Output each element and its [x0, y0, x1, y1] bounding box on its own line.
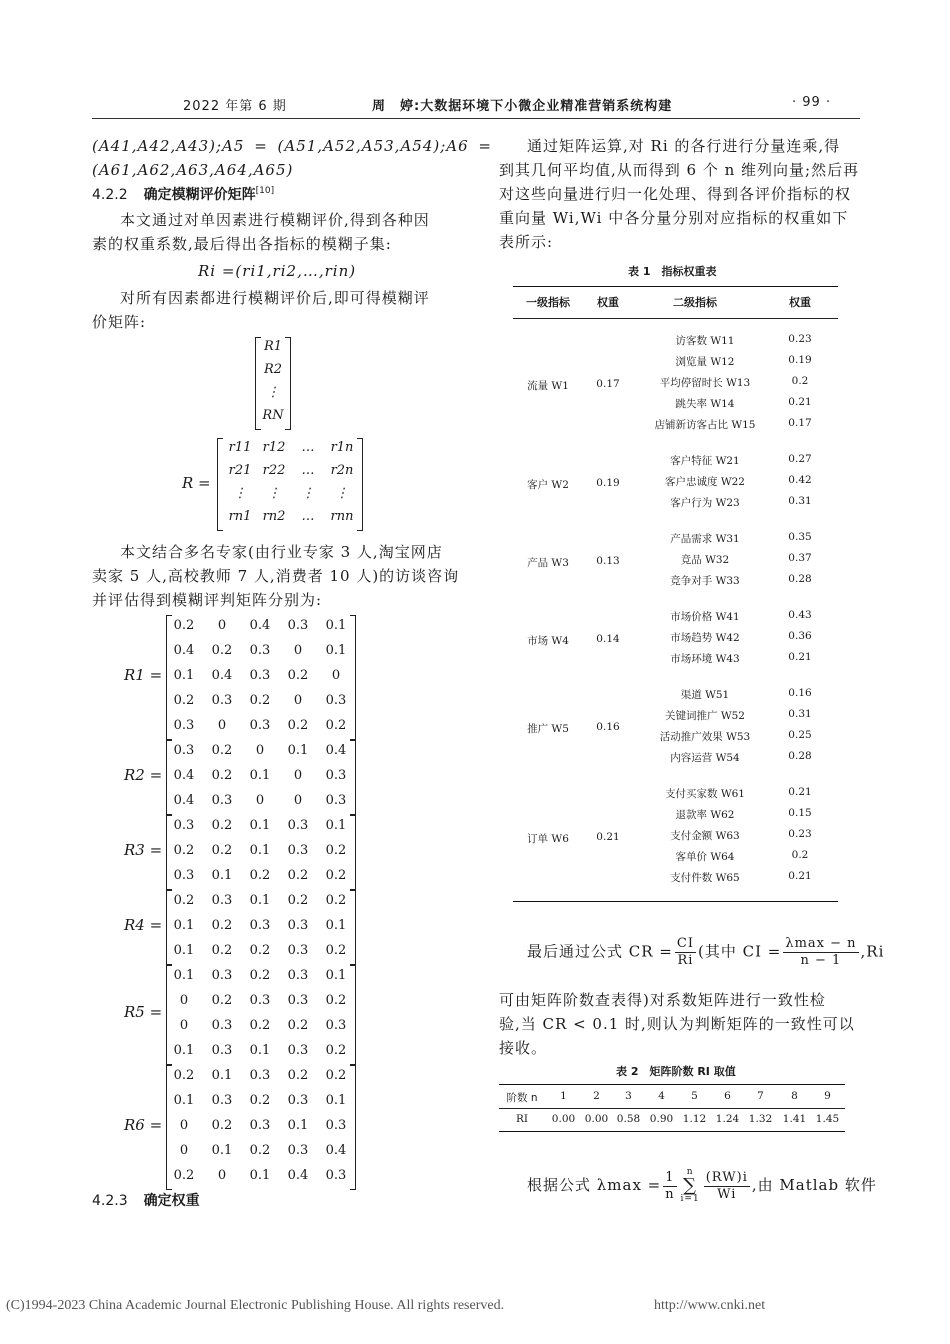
table1-level2-name: 客户行为 W23 — [670, 497, 740, 509]
table1-level2-name: 客户忠诚度 W22 — [665, 476, 745, 488]
f2-denominator: Wi — [717, 1186, 737, 1202]
matrix-entry: … — [301, 509, 315, 524]
matrix-cell: 0.3 — [211, 1043, 233, 1058]
table1-level2-name: 跳失率 W14 — [675, 398, 735, 410]
matrix-entry: r21 — [228, 463, 252, 478]
table2-ri-label: RI — [515, 1113, 529, 1125]
matrix-cell: 0.1 — [249, 843, 271, 858]
matrix-cell: 0.2 — [249, 868, 271, 883]
matrix-cell: 0.2 — [325, 1068, 347, 1083]
table1-level2-weight: 0.19 — [788, 354, 812, 366]
right-paragraph-1c: 对这些向量进行归一化处理、得到各评价指标的权 — [499, 185, 852, 203]
matrix-entry: r1n — [330, 440, 354, 455]
table1-level2-name: 关键词推广 W52 — [665, 710, 745, 722]
right-paragraph-1e: 表所示: — [499, 233, 554, 251]
table1-level2-name: 支付买家数 W61 — [665, 788, 745, 800]
matrix-cell: 0.3 — [325, 793, 347, 808]
table1-level1-name: 流量 W1 — [527, 379, 569, 392]
table2-bottom-rule — [499, 1131, 845, 1132]
table2-order: 2 — [593, 1090, 600, 1102]
table1-level2-name: 内容运营 W54 — [670, 752, 740, 764]
table1-level2-weight: 0.2 — [791, 375, 809, 387]
matrix-cell: 0.1 — [325, 643, 347, 658]
matrix-cell: 0.3 — [287, 1143, 309, 1158]
matrix-cell: 0.1 — [173, 968, 195, 983]
matrix-entry: r2n — [330, 463, 354, 478]
matrix-entry: rn2 — [262, 509, 286, 524]
f1-numerator: 1 — [665, 1169, 675, 1185]
matrix-cell: 0.3 — [249, 1118, 271, 1133]
matrix-r-label: R = — [182, 474, 211, 492]
vector-entry: R2 — [263, 362, 283, 377]
table2-mid-rule — [499, 1108, 845, 1109]
matrix-cell: 0.2 — [211, 768, 233, 783]
table1-header-weight2: 权重 — [789, 296, 811, 309]
table2-ri-value: 0.00 — [584, 1113, 609, 1125]
table2-ri-value: 1.24 — [715, 1113, 740, 1125]
matrix-entry: r22 — [262, 463, 286, 478]
matrix-cell: 0.3 — [173, 818, 195, 833]
matrix-cell: 0.3 — [211, 1018, 233, 1033]
table2-top-rule — [499, 1084, 845, 1085]
right-paragraph-1b: 到其几何平均值,从而得到 6 个 n 维列向量;然后再 — [499, 161, 860, 179]
table1-level2-weight: 0.17 — [788, 417, 812, 429]
right-paragraph-2c: 验,当 CR < 0.1 时,则认为判断矩阵的一致性可以 — [499, 1015, 855, 1033]
matrix-cell: 0.3 — [287, 918, 309, 933]
matrix-cell: 0.2 — [325, 868, 347, 883]
table1-level2-weight: 0.21 — [788, 651, 812, 663]
table1-level2-weight: 0.36 — [788, 630, 812, 642]
matrix-cell: 0.2 — [211, 843, 233, 858]
matrix-cell: 0.2 — [211, 643, 233, 658]
table1-level2-name: 客户特征 W21 — [670, 455, 740, 467]
matrix-4 — [166, 890, 356, 965]
paragraph-3c: 并评估得到模糊评判矩阵分别为: — [92, 591, 323, 609]
vector-entry: RN — [262, 408, 284, 423]
matrix-entry: r12 — [262, 440, 286, 455]
matrix-entry: ⋮ — [267, 486, 281, 501]
matrix-cell: 0.3 — [325, 1118, 347, 1133]
matrix-cell: 0.1 — [249, 1168, 271, 1183]
table1-level2-weight: 0.21 — [788, 786, 812, 798]
table1-level2-name: 渠道 W51 — [680, 689, 730, 701]
matrix-cell: 0.3 — [287, 618, 309, 633]
section-number: 4.2.3 — [92, 1193, 128, 1209]
matrix-r — [217, 438, 363, 531]
matrix-cell: 0.3 — [211, 893, 233, 908]
matrix-cell: 0.1 — [173, 918, 195, 933]
matrix-cell: 0.2 — [287, 868, 309, 883]
sum-lower: i=1 — [680, 1194, 700, 1204]
matrix-entry: ⋮ — [301, 486, 315, 501]
cr-fraction — [675, 936, 696, 969]
matrix-entry: ⋮ — [233, 486, 247, 501]
matrix-cell: 0.4 — [211, 668, 233, 683]
matrix-entry: rn1 — [228, 509, 252, 524]
matrix-cell: 0.2 — [287, 893, 309, 908]
section-title: 确定模糊评价矩阵 — [143, 187, 256, 203]
table1-caption: 表 1 指标权重表 — [628, 265, 717, 278]
matrix-cell: 0.2 — [249, 1143, 271, 1158]
matrix-label-6: R6 = — [124, 1115, 163, 1134]
vector-entry: ⋮ — [266, 385, 280, 400]
table1-level2-weight: 0.2 — [791, 849, 809, 861]
table1-level2-weight: 0.31 — [788, 708, 812, 720]
matrix-cell: 0.1 — [249, 768, 271, 783]
matrix-cell: 0.3 — [325, 1018, 347, 1033]
matrix-cell: 0.3 — [325, 1168, 347, 1183]
section-number: 4.2.2 — [92, 187, 128, 203]
table1-level1-name: 订单 W6 — [527, 832, 569, 845]
matrix-cell: 0.2 — [173, 618, 195, 633]
matrix-cell: 0.2 — [287, 1068, 309, 1083]
matrix-cell: 0.1 — [173, 1043, 195, 1058]
matrix-3 — [166, 815, 356, 890]
table1-top-rule — [513, 286, 838, 287]
table1-level1-weight: 0.13 — [596, 554, 620, 567]
ci-numerator: λmax − n — [785, 936, 857, 951]
matrix-cell: 0.2 — [287, 1018, 309, 1033]
table1-level2-weight: 0.23 — [788, 828, 812, 840]
matrix-cell: 0 — [179, 1118, 189, 1133]
table1-level1-name: 推广 W5 — [527, 723, 569, 735]
table1-level2-weight: 0.16 — [788, 687, 812, 699]
matrix-cell: 0 — [217, 1168, 227, 1183]
f1-denominator: n — [665, 1186, 675, 1202]
matrix-cell: 0.3 — [211, 793, 233, 808]
matrix-cell: 0.3 — [249, 993, 271, 1008]
matrix-cell: 0.2 — [249, 1093, 271, 1108]
table1-header-weight1: 权重 — [597, 296, 619, 309]
matrix-cell: 0.1 — [173, 668, 195, 683]
matrix-cell: 0 — [293, 693, 303, 708]
table2-header-label: 阶数 n — [506, 1092, 538, 1104]
matrix-cell: 0.3 — [249, 668, 271, 683]
table1-level2-name: 店铺新访客占比 W15 — [654, 419, 756, 431]
matrix-entry: r11 — [228, 440, 252, 455]
matrix-cell: 0.2 — [211, 918, 233, 933]
matrix-cell: 0.2 — [173, 1168, 195, 1183]
matrix-cell: 0.4 — [325, 743, 347, 758]
sum-sign: ∑ — [683, 1175, 698, 1196]
matrix-cell: 0.1 — [249, 893, 271, 908]
table2-ri-value: 1.45 — [815, 1113, 840, 1125]
lambda-text-pre: 根据公式 λmax = — [527, 1176, 662, 1194]
matrix-cell: 0.3 — [287, 943, 309, 958]
matrix-cell: 0.3 — [249, 643, 271, 658]
matrix-cell: 0.2 — [211, 1118, 233, 1133]
table1-level1-weight: 0.21 — [596, 830, 620, 843]
matrix-cell: 0.2 — [211, 818, 233, 833]
right-paragraph-1a: 通过矩阵运算,对 Ri 的各行进行分量连乘,得 — [527, 137, 841, 155]
table1-level1-weight: 0.17 — [596, 377, 620, 390]
matrix-cell: 0.1 — [249, 818, 271, 833]
matrix-cell: 0.2 — [249, 943, 271, 958]
matrix-cell: 0.3 — [287, 818, 309, 833]
table1-level2-name: 平均停留时长 W13 — [659, 377, 751, 389]
table1-level2-name: 市场趋势 W42 — [670, 632, 740, 644]
table1-level2-weight: 0.25 — [788, 729, 812, 741]
paragraph-1a: 本文通过对单因素进行模糊评价,得到各种因 — [120, 211, 430, 229]
sum-upper: n — [686, 1167, 694, 1177]
lambda-text-post: ,由 Matlab 软件 — [751, 1176, 877, 1194]
matrix-cell: 0.1 — [211, 868, 233, 883]
matrix-cell: 0.3 — [287, 843, 309, 858]
cr-text-pre: 最后通过公式 CR = — [527, 942, 673, 961]
table1-level2-weight: 0.21 — [788, 870, 812, 882]
paragraph-3a: 本文结合多名专家(由行业专家 3 人,淘宝网店 — [120, 543, 443, 561]
matrix-1 — [166, 615, 356, 740]
matrix-cell: 0.2 — [173, 1068, 195, 1083]
ci-denominator: n − 1 — [800, 953, 842, 968]
left-line2: (A61,A62,A63,A64,A65) — [92, 161, 294, 179]
matrix-cell: 0.3 — [325, 768, 347, 783]
table2-order: 1 — [560, 1090, 567, 1102]
matrix-cell: 0.2 — [173, 693, 195, 708]
matrix-5 — [166, 965, 356, 1065]
matrix-cell: 0.3 — [287, 1093, 309, 1108]
ci-fraction — [783, 936, 858, 969]
paragraph-2b: 价矩阵: — [92, 313, 147, 331]
matrix-cell: 0.1 — [287, 743, 309, 758]
matrix-cell: 0.2 — [287, 668, 309, 683]
table1-level2-name: 市场环境 W43 — [670, 653, 740, 665]
table1-level2-weight: 0.37 — [788, 552, 812, 564]
matrix-entry: … — [301, 440, 315, 455]
header-title: 周 婷:大数据环境下小微企业精准营销系统构建 — [372, 99, 673, 114]
matrix-cell: 0 — [217, 718, 227, 733]
footer-copyright: (C)1994-2023 China Academic Journal Electronic Publishing House. All rights reserved. — [6, 1298, 505, 1313]
matrix-cell: 0.3 — [173, 868, 195, 883]
table2-order: 7 — [757, 1090, 764, 1102]
table1-level1-name: 市场 W4 — [527, 634, 569, 647]
matrix-cell: 0.2 — [249, 1018, 271, 1033]
matrix-cell: 0 — [179, 1143, 189, 1158]
footer-url: http://www.cnki.net — [654, 1298, 766, 1313]
table2-ri-value: 1.32 — [748, 1113, 773, 1125]
cr-formula-line — [527, 936, 884, 969]
section-title: 确定权重 — [143, 1193, 200, 1209]
paragraph-2a: 对所有因素都进行模糊评价后,即可得模糊评 — [120, 289, 430, 307]
table1-bottom-rule — [513, 901, 838, 902]
table2-order: 4 — [658, 1090, 665, 1102]
matrix-cell: 0.2 — [211, 743, 233, 758]
matrix-label-3: R3 = — [124, 840, 163, 859]
matrix-cell: 0.2 — [211, 943, 233, 958]
matrix-cell: 0.4 — [173, 793, 195, 808]
table1-level2-name: 产品需求 W31 — [670, 533, 740, 545]
matrix-cell: 0.2 — [325, 1043, 347, 1058]
rw-fraction — [704, 1170, 750, 1203]
table1-level2-name: 客单价 W64 — [675, 851, 735, 863]
table1-level1-name: 客户 W2 — [527, 478, 569, 491]
matrix-cell: 0.2 — [325, 718, 347, 733]
paragraph-3b: 卖家 5 人,高校教师 7 人,消费者 10 人)的访谈咨询 — [92, 567, 460, 585]
matrix-cell: 0 — [255, 793, 265, 808]
table2-ri-value: 1.41 — [782, 1113, 807, 1125]
section-4-2-3 — [92, 1190, 200, 1210]
table1-level2-weight: 0.42 — [788, 474, 812, 486]
summation — [681, 1168, 700, 1204]
table1-level2-name: 退款率 W62 — [675, 809, 735, 821]
table2-caption: 表 2 矩阵阶数 RI 取值 — [616, 1065, 736, 1078]
matrix-cell: 0.1 — [325, 1093, 347, 1108]
matrix-cell: 0.1 — [173, 1093, 195, 1108]
column-vector — [255, 337, 291, 430]
table2-order: 8 — [791, 1090, 798, 1102]
matrix-cell: 0.4 — [173, 768, 195, 783]
matrix-cell: 0.3 — [249, 718, 271, 733]
header-rule — [92, 118, 860, 119]
matrix-cell: 0.3 — [211, 693, 233, 708]
matrix-cell: 0.2 — [325, 893, 347, 908]
right-paragraph-2b: 可由矩阵阶数查表得)对系数矩阵进行一致性检 — [499, 991, 826, 1009]
table2-ri-value: 0.58 — [616, 1113, 641, 1125]
matrix-cell: 0.2 — [325, 843, 347, 858]
table1-level2-weight: 0.31 — [788, 495, 812, 507]
vector-entry: R1 — [263, 339, 283, 354]
matrix-cell: 0.1 — [325, 818, 347, 833]
matrix-2 — [166, 740, 356, 815]
matrix-cell: 0.4 — [287, 1168, 309, 1183]
matrix-cell: 0.2 — [287, 718, 309, 733]
matrix-cell: 0.2 — [325, 993, 347, 1008]
matrix-cell: 0.2 — [173, 843, 195, 858]
table1-level1-weight: 0.19 — [596, 476, 620, 489]
matrix-cell: 0.1 — [211, 1068, 233, 1083]
matrix-cell: 0.4 — [325, 1143, 347, 1158]
table1-level2-name: 市场价格 W41 — [670, 611, 740, 623]
matrix-cell: 0.3 — [173, 743, 195, 758]
matrix-cell: 0.1 — [173, 943, 195, 958]
cr-text-mid: (其中 CI = — [697, 942, 782, 961]
one-over-n — [663, 1170, 676, 1203]
equation-ri: Ri =(ri1,ri2,…,rin) — [198, 262, 357, 280]
table1-level2-weight: 0.28 — [788, 573, 812, 585]
lambda-formula-line — [527, 1168, 877, 1204]
matrix-cell: 0.3 — [287, 1043, 309, 1058]
table1-level1-weight: 0.14 — [596, 632, 620, 645]
table2-ri-value: 0.00 — [551, 1113, 576, 1125]
table1-level2-name: 竞争对手 W33 — [670, 575, 740, 587]
matrix-cell: 0.4 — [249, 618, 271, 633]
table1-level2-name: 支付件数 W65 — [670, 872, 740, 884]
matrix-cell: 0.3 — [173, 718, 195, 733]
table2-ri-value: 0.90 — [649, 1113, 674, 1125]
matrix-cell: 0.2 — [173, 893, 195, 908]
matrix-cell: 0.1 — [325, 918, 347, 933]
table1-level2-weight: 0.27 — [788, 453, 812, 465]
cr-numerator: CI — [676, 936, 694, 951]
right-paragraph-2d: 接收。 — [499, 1039, 548, 1057]
table1-level2-name: 竞品 W32 — [680, 554, 730, 566]
matrix-cell: 0 — [255, 743, 265, 758]
matrix-cell: 0.3 — [287, 993, 309, 1008]
matrix-cell: 0.3 — [325, 693, 347, 708]
cr-denominator: Ri — [677, 953, 694, 968]
matrix-label-5: R5 = — [124, 1003, 163, 1021]
matrix-6 — [166, 1065, 356, 1190]
table2-order: 5 — [691, 1090, 698, 1102]
matrix-cell: 0.3 — [249, 1068, 271, 1083]
table1-level2-weight: 0.35 — [788, 531, 812, 543]
table1-header-level2: 二级指标 — [673, 296, 717, 309]
table1-level2-weight: 0.15 — [788, 807, 812, 819]
matrix-cell: 0.3 — [249, 918, 271, 933]
matrix-cell: 0 — [293, 793, 303, 808]
table1-header-level1: 一级指标 — [526, 296, 570, 309]
section-4-2-2 — [92, 184, 274, 204]
matrix-cell: 0.1 — [325, 968, 347, 983]
cr-text-post: ,Ri — [860, 942, 885, 961]
matrix-cell: 0.1 — [325, 618, 347, 633]
matrix-cell: 0.3 — [211, 968, 233, 983]
left-line1: (A41,A42,A43);A5 = (A51,A52,A53,A54);A6 = — [92, 137, 492, 155]
matrix-cell: 0.2 — [325, 943, 347, 958]
matrix-entry: ⋮ — [335, 486, 349, 501]
table1-level2-weight: 0.23 — [788, 333, 812, 345]
table1-level2-name: 浏览量 W12 — [675, 356, 735, 368]
matrix-cell: 0.2 — [249, 968, 271, 983]
table2-order: 9 — [824, 1090, 831, 1102]
matrix-entry: … — [301, 463, 315, 478]
matrix-cell: 0.2 — [249, 693, 271, 708]
header-issue: 2022 年第 6 期 — [183, 99, 287, 114]
matrix-cell: 0.2 — [211, 993, 233, 1008]
matrix-cell: 0 — [179, 1018, 189, 1033]
matrix-cell: 0 — [293, 768, 303, 783]
f2-numerator: (RW)i — [705, 1169, 748, 1185]
matrix-cell: 0.1 — [249, 1043, 271, 1058]
matrix-cell: 0 — [179, 993, 189, 1008]
table1-level2-weight: 0.21 — [788, 396, 812, 408]
matrix-cell: 0 — [331, 668, 341, 683]
matrix-cell: 0.4 — [173, 643, 195, 658]
table1-level2-name: 活动推广效果 W53 — [659, 731, 751, 743]
table1-level1-name: 产品 W3 — [527, 556, 569, 569]
matrix-label-2: R2 = — [124, 765, 163, 784]
matrix-label-4: R4 = — [124, 915, 163, 934]
right-paragraph-1d: 重向量 Wi,Wi 中各分量分别对应指标的权重如下 — [499, 209, 849, 227]
matrix-cell: 0.3 — [211, 1093, 233, 1108]
table2-ri-value: 1.12 — [682, 1113, 707, 1125]
table1-level2-weight: 0.28 — [788, 750, 812, 762]
matrix-cell: 0.1 — [211, 1143, 233, 1158]
matrix-cell: 0 — [217, 618, 227, 633]
matrix-cell: 0.1 — [287, 1118, 309, 1133]
table1-level2-name: 访客数 W11 — [675, 335, 735, 347]
table1-level2-weight: 0.43 — [788, 609, 812, 621]
matrix-cell: 0 — [293, 643, 303, 658]
citation: [10] — [255, 186, 275, 196]
header-page-number: · 99 · — [792, 95, 832, 110]
matrix-cell: 0.3 — [287, 968, 309, 983]
table2-order: 3 — [625, 1090, 632, 1102]
matrix-entry: rnn — [330, 509, 354, 524]
table2-order: 6 — [724, 1090, 731, 1102]
table1-level2-name: 支付金额 W63 — [670, 830, 740, 842]
table1-level1-weight: 0.16 — [596, 721, 620, 733]
paragraph-1b: 素的权重系数,最后得出各指标的模糊子集: — [92, 235, 392, 253]
matrix-label-1: R1 = — [124, 665, 163, 684]
table1-header-rule — [513, 318, 838, 319]
